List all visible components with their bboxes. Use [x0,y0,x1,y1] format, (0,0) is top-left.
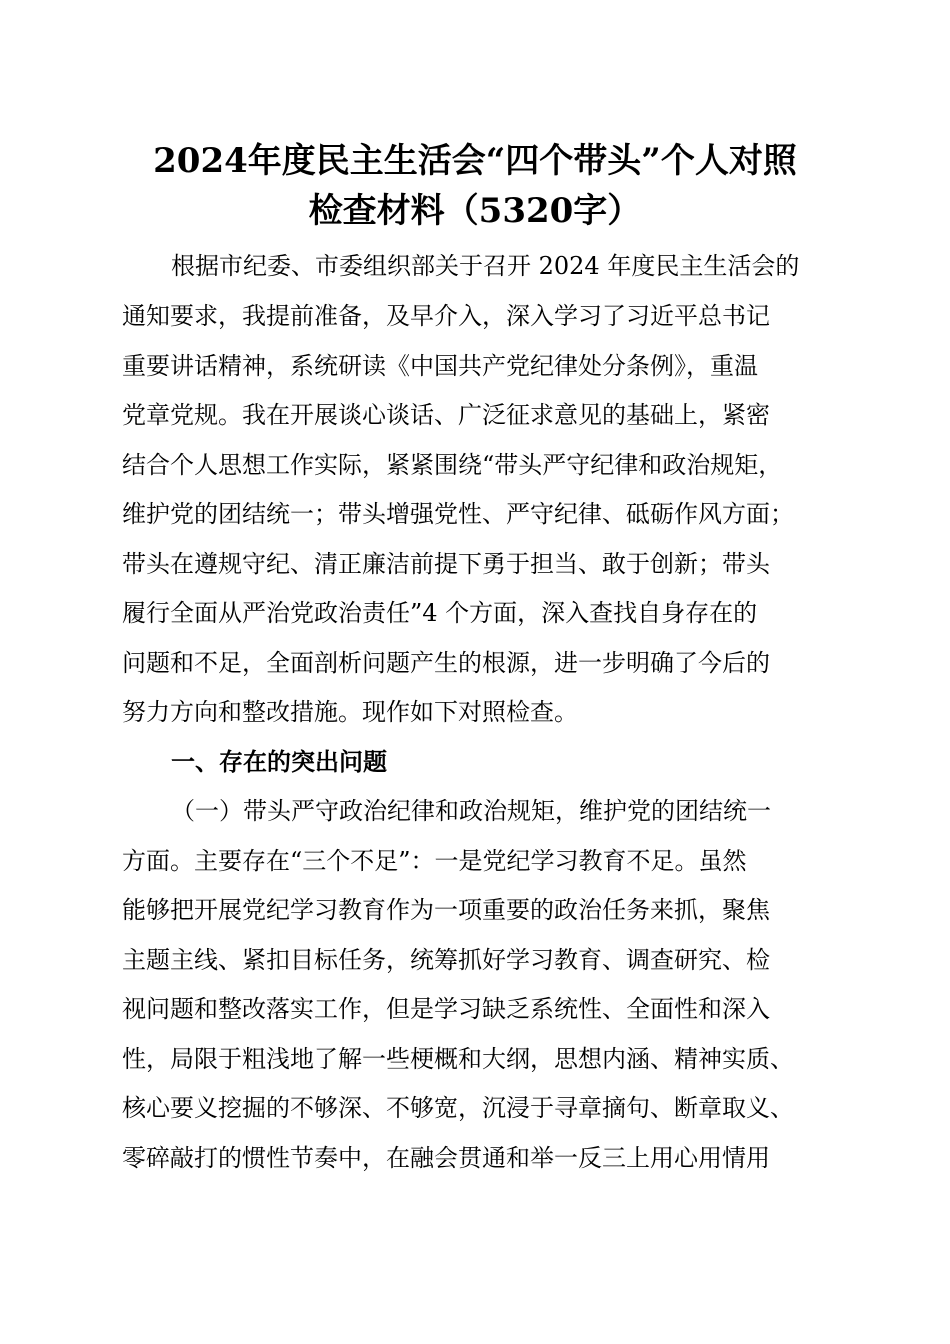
paragraph-line: 问题和不足，全面剖析问题产生的根源，进一步明确了今后的 [122,649,770,677]
paragraph-line: 核心要义挖掘的不够深、不够宽，沉浸于寻章摘句、断章取义、 [122,1094,794,1122]
paragraph-line: 履行全面从严治党政治责任”4 个方面，深入查找自身存在的 [122,599,758,627]
paragraph-line: 努力方向和整改措施。现作如下对照检查。 [122,698,578,726]
paragraph-line: 带头在遵规守纪、清正廉洁前提下勇于担当、敢于创新；带头 [122,550,770,578]
section-heading: 一、存在的突出问题 [171,748,387,776]
paragraph-line: 零碎敲打的惯性节奏中，在融会贯通和举一反三上用心用情用 [122,1144,770,1172]
paragraph-line: 通知要求，我提前准备，及早介入，深入学习了习近平总书记 [122,302,770,330]
paragraph-line: 党章党规。我在开展谈心谈话、广泛征求意见的基础上，紧密 [122,401,770,429]
document-title-line-2: 检查材料（5320字） [308,191,642,231]
paragraph-line: 主题主线、紧扣目标任务，统筹抓好学习教育、调查研究、检 [122,946,770,974]
paragraph-line: 维护党的团结统一；带头增强党性、严守纪律、砥砺作风方面； [122,500,794,528]
paragraph-line: 性，局限于粗浅地了解一些梗概和大纲，思想内涵、精神实质、 [122,1045,794,1073]
paragraph-line: 根据市纪委、市委组织部关于召开 2024 年度民主生活会的 [171,252,800,280]
document-title-line-1: 2024年度民主生活会“四个带头”个人对照 [153,141,797,181]
paragraph-line: 视问题和整改落实工作，但是学习缺乏系统性、全面性和深入 [122,995,770,1023]
paragraph-line: 能够把开展党纪学习教育作为一项重要的政治任务来抓，聚焦 [122,896,770,924]
paragraph-line: 结合个人思想工作实际，紧紧围绕“带头严守纪律和政治规矩， [122,451,783,479]
paragraph-line: （一）带头严守政治纪律和政治规矩，维护党的团结统一 [171,797,771,825]
paragraph-line: 方面。主要存在“三个不足”：一是党纪学习教育不足。虽然 [122,847,747,875]
paragraph-line: 重要讲话精神，系统研读《中国共产党纪律处分条例》，重温 [122,352,758,380]
